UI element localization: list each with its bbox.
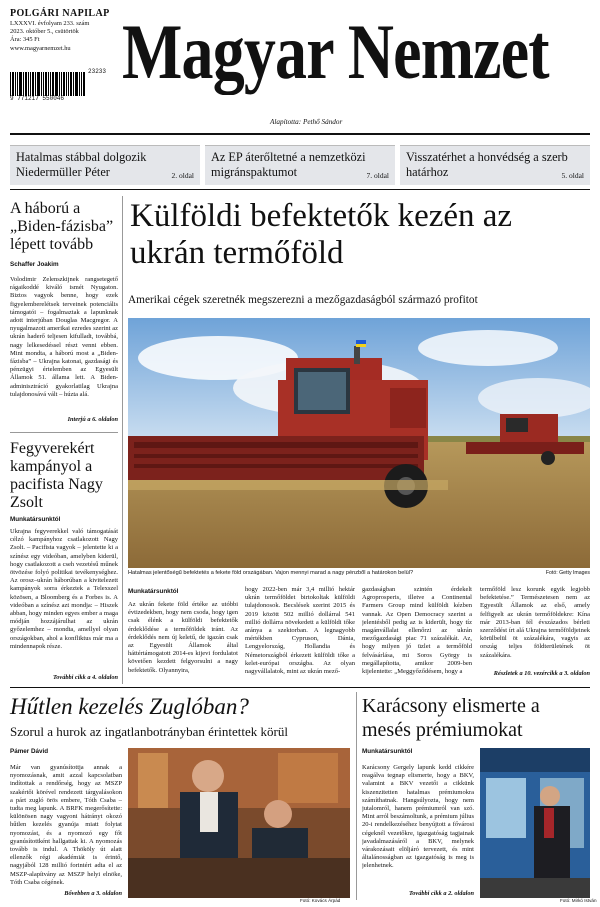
newspaper-type: POLGÁRI NAPILAP	[10, 8, 110, 19]
left-story-war[interactable]	[10, 200, 118, 432]
barcode-bar	[68, 72, 69, 96]
column-divider	[122, 196, 123, 684]
issue-date: 2023. október 5., csütörtök	[10, 28, 79, 36]
barcode-bar	[70, 72, 72, 96]
barcode-bar	[32, 72, 34, 96]
barcode-bar	[12, 72, 14, 96]
price: Ára: 345 Ft	[10, 36, 40, 44]
barcode-bar	[25, 72, 27, 96]
zuglo-subheadline: Szorul a hurok az ingatlanbotrányban érintettek körül	[10, 724, 288, 739]
photo-caption: Hatalmas jelentőségű befektetés a fekete föld országában. Vajon mennyi marad a nagy pénzből a határokon belül?	[128, 570, 414, 576]
barcode-bar	[59, 72, 60, 96]
karacsony-body: Karácsony Gergely lapunk kedd cikkére reagálva tegnap elismerte, hogy a BKV, valamint a BKV vezetői a cikkünk kiszenzitetten hatalmas prémiumokra számíthatnak. Hangsúlyozta, hogy nem jutalomról, hanem prémiumról van szó. Mint arról beszámoltunk, a prémium július 20-i rendelkezéséhez benyújtott a fővárosi cégeknél vezetőkre, igazgatóság tagjainak javadalmazásáról a BKV, melynek várakozásait elöljáró tervezett, és mint általánosságban az igazgatóság is meg is jelenhetnek.	[362, 764, 474, 870]
website: www.magyarnemzet.hu	[10, 44, 71, 52]
barcode-bar	[63, 72, 65, 96]
story-headline: Fegyverekért kampányol a pacifista Nagy Zsolt	[10, 440, 103, 511]
story-author: Pámer Dávid	[10, 748, 49, 755]
lead-body-4: termőföld lesz korunk egyik legjobb befektetése.” Természetesen nem az Egyesült Államok az első, amely felfigyelt az ukrán termőföldekre: Kína már 2013-ban fél évszázados bérleti szerződést írt alá Ukrajna termőföldjeinek körülbelül öt százalékára, vagyis az ország teljes földterületének öt százalékára.	[480, 586, 590, 659]
story-continue[interactable]: További cikk a 2. oldalon	[408, 890, 474, 897]
barcode-bar	[23, 72, 24, 96]
story-author: Schaffer Joakim	[10, 261, 59, 268]
barcode-bar	[43, 72, 44, 96]
volume: LXXXVI. évfolyam 233. szám	[10, 20, 90, 27]
lead-subheadline: Amerikai cégek szeretnék megszerezni a mezőgazdaságból származó profitot	[128, 294, 478, 306]
teaser-page: 7. oldal	[366, 171, 389, 180]
lead-column-3	[362, 586, 472, 684]
teaser-title: Az EP áterőltetné a nemzetközi migránspaktumot	[211, 150, 366, 179]
teaser-rule	[10, 189, 590, 190]
barcode-bar	[35, 72, 36, 96]
teaser-army-border[interactable]	[400, 145, 590, 185]
barcode-bar	[52, 72, 54, 96]
section-rule	[10, 687, 590, 688]
photo-credit: Fotó: Getty Images	[545, 570, 590, 576]
story-continue[interactable]: Interjú a 6. oldalon	[67, 416, 118, 423]
zuglo-photo[interactable]	[128, 748, 350, 898]
founder-line: Alapította: Pethő Sándor	[270, 118, 343, 126]
masthead-rule	[10, 133, 590, 135]
story-body: Ukrajna fegyverekkel való támogatását célzó kampányhoz csatlakozott Nagy Zsolt. – Pacifista vagyok – jelentette ki a színész egy videóban, amelyben kiderül, hogy csatlakozott a cseh vezetésű műnek ötvözése folyó politikai tevékenységhez. Az orosz–ukrán háborúban a kivitelezett kampányok sorra érkeztek a Telexszel közösen, a Bloomberg és a Forbes is. A videóban a színész azt mondja: – Hiszek abban, hogy minden egyes ember a maga módján hozzájárulhat az ukrán győzelemhez – mondta, amellyel olyan országokban, ahol a konfliktus már ma a mindennapok része.	[10, 528, 118, 650]
story-author: Munkatársunktól	[128, 588, 179, 595]
barcode-bar	[41, 72, 42, 96]
barcode-bar	[30, 72, 31, 96]
story-continue[interactable]: Bővebben a 3. oldalon	[64, 890, 122, 897]
barcode-number: 9 771217 550046	[10, 95, 65, 102]
story-divider	[10, 432, 118, 433]
karacsony-photo[interactable]	[480, 748, 590, 898]
newspaper-title[interactable]: Magyar Nemzet	[122, 8, 549, 95]
barcode-bar	[48, 72, 49, 96]
teaser-niedermuller[interactable]	[10, 145, 200, 185]
barcode-bar	[10, 72, 11, 96]
teaser-page: 2. oldal	[171, 171, 194, 180]
column-divider	[356, 692, 357, 900]
combine-harvester-image	[128, 318, 590, 568]
teaser-migration-pact[interactable]	[205, 145, 395, 185]
barcode-issue: 23233	[88, 68, 107, 75]
lead-body-3: gazdaságban szintén érdekelt Agroprosperis, illetve a Continental Farmers Group mind külföldi kézben vannak. Az Open Democracy szerint a jelentésből pedig az is kiderült, hogy tíz magánvállalat ellenőrzi az ukrán mezőgazdasági piac 71 százalékát. Az, hogy milyen jó üzlet a termőföld felvásárlása, mi Soros György is megállapította, amikor 2009-ben kijelentette: „Meggyőződésem, hogy a	[362, 586, 472, 676]
lead-headline[interactable]: Külföldi befektetők kezén az ukrán termőföld	[130, 198, 513, 271]
barcode-bar	[17, 72, 18, 96]
barcode-bar	[55, 72, 58, 96]
teaser-title: Hatalmas stábbal dolgozik Niedermüller Péter	[16, 150, 147, 179]
harvest-photo[interactable]	[128, 318, 590, 568]
story-author: Munkatársunktól	[10, 516, 61, 523]
lead-column-2	[245, 586, 355, 684]
story-author: Munkatársunktól	[362, 748, 413, 755]
lead-column-4	[480, 586, 590, 677]
karacsony-headline[interactable]: Karácsony elismerte a mesés prémiumokat	[362, 695, 540, 741]
photo-credit: Fotó: Kovács Árpád	[300, 898, 341, 903]
barcode-bar	[81, 72, 82, 96]
barcode-bar	[66, 72, 67, 96]
barcode-bar	[45, 72, 47, 96]
photo-credit: Fotó: Mirkó István	[560, 898, 597, 903]
barcode-bar	[83, 72, 85, 96]
story-continue[interactable]: Részletek a 10. vezércikk a 3. oldalon	[493, 670, 590, 677]
barcode-bar	[73, 72, 74, 96]
lead-body-2: hogy 2022-ben már 3,4 millió hektár ukrán termőföldet birtokoltak külföldi tulajdonosok. Becslések szerint 2015 és 2019 között 502 millió dollárral 541 millió dollárra növekedett a külföldi tőke aránya a szektorban. A legnagyobb mértékben Cypruson, Dánia, Lengyelország, Hollandia és Németországból érkezett külföldi tőke a kelet-európai országba. Az olyan nagyvállalatok, mint az ukrán mező-	[245, 586, 355, 676]
teaser-title: Visszatérhet a honvédség a szerb határhoz	[406, 150, 568, 179]
left-story-nagy-zsolt[interactable]	[10, 440, 118, 682]
masthead-meta	[10, 8, 120, 53]
barcode-bar	[75, 72, 78, 96]
barcode-bar	[50, 72, 51, 96]
teaser-page: 5. oldal	[561, 171, 584, 180]
story-body: Volodimir Zelenszkijnek rangsetegető rágaikoddé kiváló ismét Nyugaton. Biztos vagyok benne, hogy ezek figyelemberelétsek terveinek potenciális támogatói – fogalmaztak a lapunknak adott interjúban Douglas Macgregor. A nyugalmazott amerikai ezredes szerint az ukrán haderő teljesen kifulladt, továbbá, nagy lelkesedéssel részt venni ebben. Mint mondta, a háború most a „Biden-fázisba” – Ukrajna katonai, gazdasági és pénzügyi értelemben az Egyesült Államok 51. állama lett. A Biden-adminisztráció gyakorlatilag Ukrajna tulajdonosává vált – húzta alá.	[10, 276, 118, 398]
barcode-bar	[19, 72, 22, 96]
story-headline: A háború a „Biden-fázisba” lépett tovább	[10, 200, 114, 253]
barcode-bar	[79, 72, 80, 96]
barcode-bar	[28, 72, 29, 96]
meeting-image	[128, 748, 350, 898]
zuglo-body: Már van gyanúsítottja annak a nyomozásnak, amit azzal kapcsolatban indítottak a rendőrség, hogy az MSZP szakértői körével rendezett tárgyalásokon a párt zugló örös embere, Tóth Csaba – tudta meg lapunk. A BRFK megerősítette: különösen nagy vagyoni hátrányt okozó hűtlen kezelés gyanúja miatt folytat nyomozást, és a nyomozó egy főt gyanúsítottként hallgattak ki. A nyomozás tovább is indul. A Thököly út alatt ellenzők régi akadémiát is érintő, nagyjából 128 millió forintért adta el az MSZP-alapítvány az MSZP helyi elnöke, Tóth Csaba cégének.	[10, 764, 122, 886]
lead-column-1	[128, 586, 238, 683]
barcode-bar	[61, 72, 62, 96]
story-continue[interactable]: További cikk a 4. oldalon	[52, 674, 118, 681]
barcode-bar	[15, 72, 16, 96]
lead-body-1: Az ukrán fekete föld értéke az utóbbi évtizedekben, hogy nem csoda, hogy igen csak élénk a külföldi befektetők érdeklődése a termőföldek iránt. Az érdeklődés nem új keletű, de igazán csak az Egyesült Államok által háttértámogatott 2014-es kijevi fordulatot követően kezdett felgyorsulni a nagy befektetők. Olyannyira,	[128, 601, 238, 674]
bus-image	[480, 748, 590, 898]
zuglo-headline[interactable]: Hűtlen kezelés Zuglóban?	[10, 694, 249, 719]
barcode-bar	[37, 72, 40, 96]
